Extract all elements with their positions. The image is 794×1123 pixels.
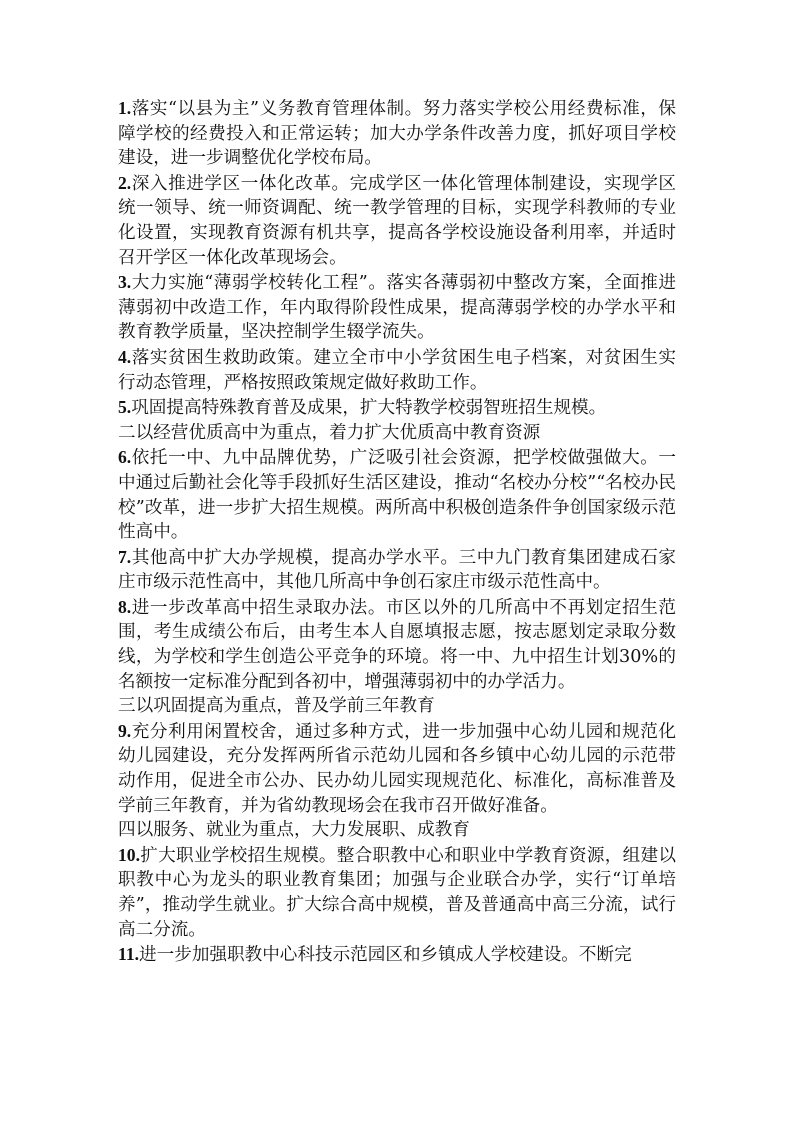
item-number: 5.	[118, 397, 132, 418]
paragraph-9	[118, 719, 676, 818]
item-number: 8.	[118, 596, 132, 617]
item-number: 6.	[118, 447, 132, 468]
item-number: 11.	[118, 944, 140, 965]
item-number: 3.	[118, 272, 132, 293]
paragraph-7	[118, 545, 676, 595]
item-number: 10.	[118, 844, 140, 865]
section-heading-4	[118, 818, 676, 843]
paragraph-text: 进一步加强职教中心科技示范园区和乡镇成人学校建设。不断完	[139, 945, 632, 966]
paragraph-6	[118, 445, 676, 544]
paragraph-text: 充分利用闲置校舍，通过多种方式，进一步加强中心幼儿园和规范化幼儿园建设，充分发挥两所省示范幼儿园和各乡镇中心幼儿园的示范带动作用，促进全市公办、民办幼儿园实现规范化、标准化，高标准普及学前三年教育，并为省幼教现场会在我市召开做好准备。	[118, 721, 676, 816]
item-number: 7.	[118, 546, 132, 567]
paragraph-text: 依托一中、九中品牌优势，广泛吸引社会资源，把学校做强做大。一中通过后勤社会化等手段抓好生活区建设，推动“名校办分校”“名校办民校”改革，进一步扩大招生规模。两所高中积极创造条件争创国家级示范性高中。	[118, 448, 676, 543]
heading-text: 二以经营优质高中为重点，着力扩大优质高中教育资源	[118, 422, 541, 443]
paragraph-2	[118, 171, 676, 270]
section-heading-3	[118, 694, 676, 719]
paragraph-10	[118, 843, 676, 942]
paragraph-text: 进一步改革高中招生录取办法。市区以外的几所高中不再划定招生范围，考生成绩公布后，由考生本人自愿填报志愿，按志愿划定录取分数线，为学校和学生创造公平竞争的环境。将一中、九中招生计划30%的名额按一定标准分配到各初中，增强薄弱初中的办学活力。	[118, 597, 676, 692]
paragraph-text: 深入推进学区一体化改革。完成学区一体化管理体制建设，实现学区统一领导、统一师资调配、统一教学管理的目标，实现学科教师的专业化设置，实现教育资源有机共享，提高各学校设施设备利用率，并适时召开学区一体化改革现场会。	[118, 173, 676, 268]
paragraph-11	[118, 942, 676, 968]
heading-text: 三以巩固提高为重点，普及学前三年教育	[118, 696, 435, 717]
document-body	[118, 96, 676, 968]
item-number: 4.	[118, 346, 132, 367]
paragraph-text: 扩大职业学校招生规模。整合职教中心和职业中学教育资源，组建以职教中心为龙头的职业教育集团；加强与企业联合办学，实行“订单培养”，推动学生就业。扩大综合高中规模，普及普通高中高三分流，试行高二分流。	[118, 845, 676, 940]
paragraph-4	[118, 345, 676, 395]
paragraph-3	[118, 270, 676, 345]
paragraph-text: 大力实施“薄弱学校转化工程”。落实各薄弱初中整改方案，全面推进薄弱初中改造工作，年内取得阶段性成果，提高薄弱学校的办学水平和教育教学质量，坚决控制学生辍学流失。	[118, 273, 676, 343]
paragraph-1	[118, 96, 676, 171]
paragraph-text: 落实贫困生救助政策。建立全市中小学贫困生电子档案，对贫困生实行动态管理，严格按照政策规定做好救助工作。	[118, 347, 676, 393]
item-number: 1.	[118, 98, 132, 118]
paragraph-text: 落实“以县为主”义务教育管理体制。努力落实学校公用经费标准，保障学校的经费投入和正常运转；加大办学条件改善力度，抓好项目学校建设，进一步调整优化学校布局。	[118, 99, 676, 169]
item-number: 9.	[118, 720, 132, 741]
heading-text: 四以服务、就业为重点，大力发展职、成教育	[118, 820, 470, 841]
section-heading-2	[118, 421, 676, 446]
paragraph-text: 其他高中扩大办学规模，提高办学水平。三中九门教育集团建成石家庄市级示范性高中，其他几所高中争创石家庄市级示范性高中。	[118, 547, 676, 593]
paragraph-5	[118, 395, 676, 421]
item-number: 2.	[118, 172, 132, 193]
paragraph-8	[118, 595, 676, 694]
paragraph-text: 巩固提高特殊教育普及成果，扩大特教学校弱智班招生规模。	[131, 398, 607, 419]
